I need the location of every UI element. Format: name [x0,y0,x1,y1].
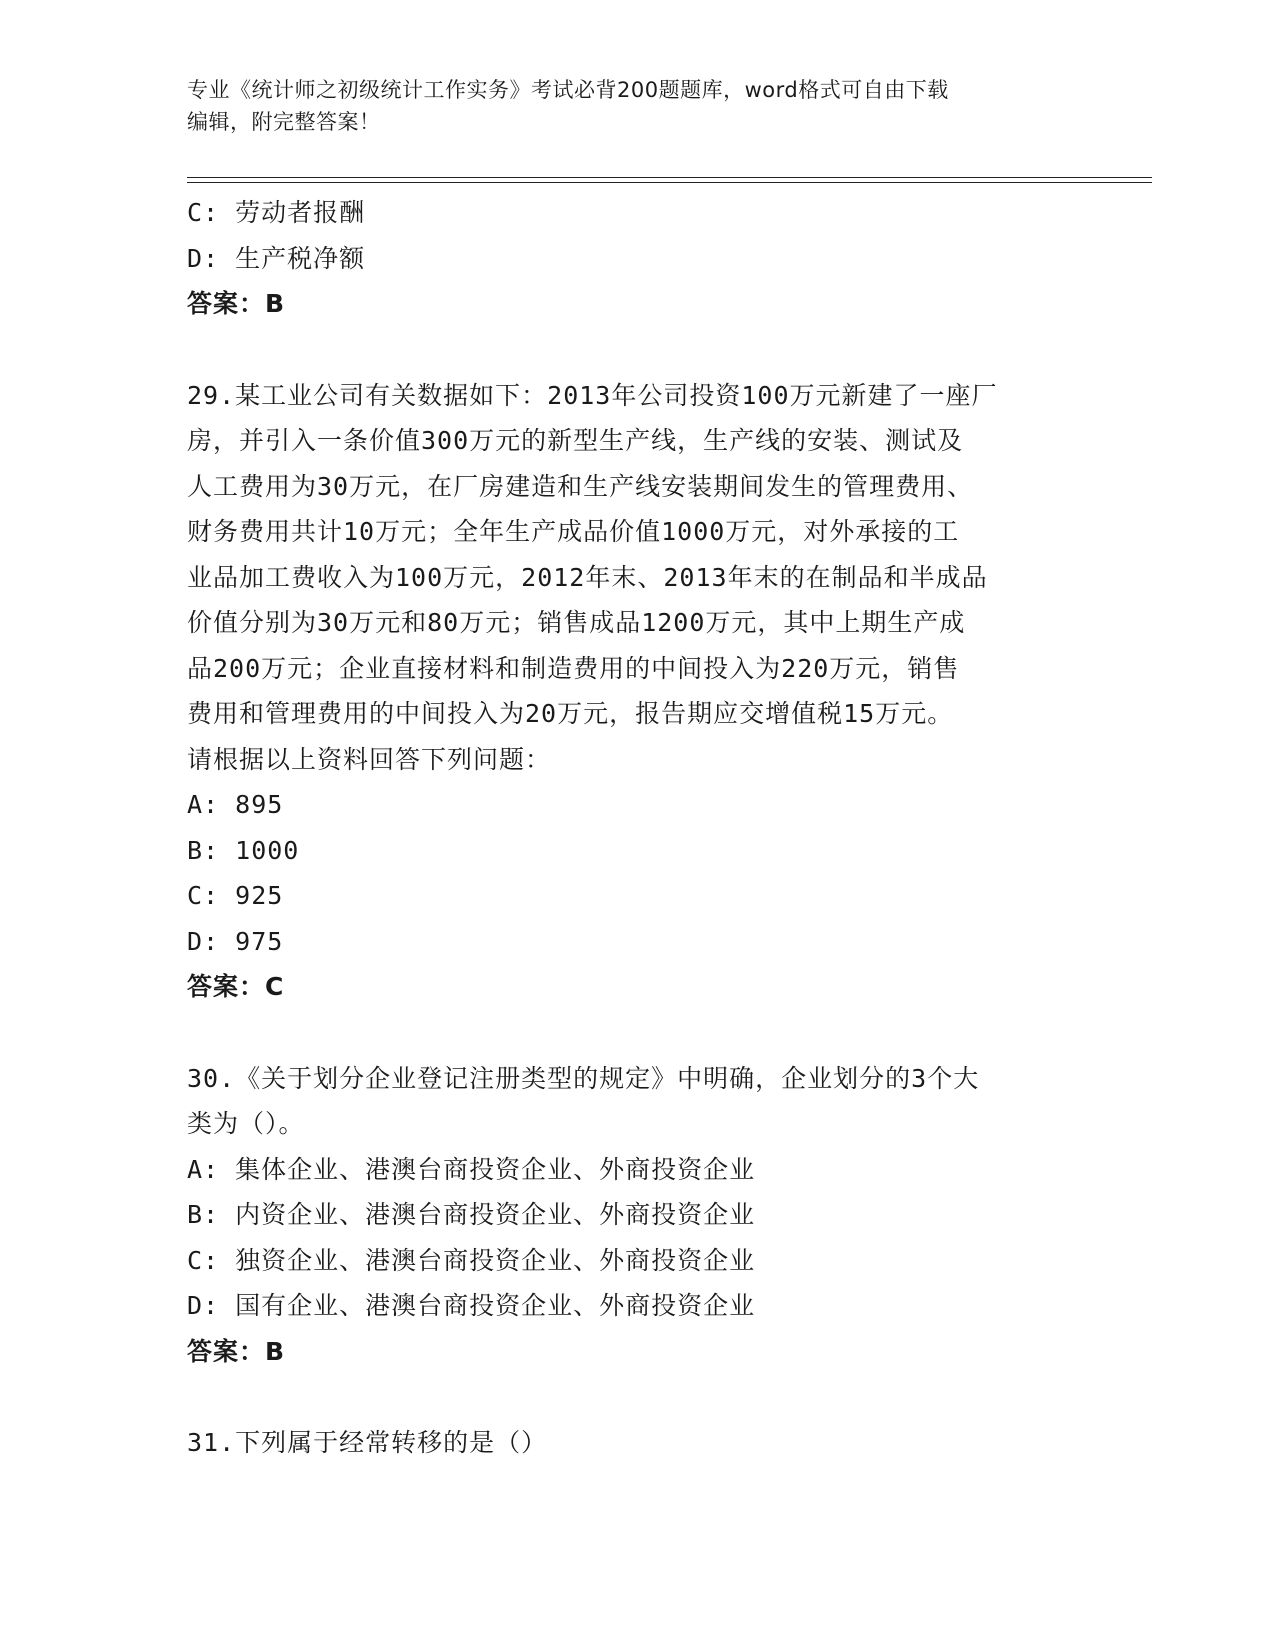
q29-text-line: 29.某工业公司有关数据如下：2013年公司投资100万元新建了一座厂 [187,380,998,410]
q29-text-line: 人工费用为30万元，在厂房建造和生产线安装期间发生的管理费用、 [187,471,974,501]
q29-text-line: 房，并引入一条价值300万元的新型生产线，生产线的安装、测试及 [187,426,964,455]
q28-answer: 答案：B [187,289,286,318]
q28-option-d: D: 生产税净额 [187,243,366,273]
q29-text-line: 品200万元；企业直接材料和制造费用的中间投入为220万元，销售 [187,653,960,683]
header-line-1: 专业《统计师之初级统计工作实务》考试必背200题题库，word格式可自由下载 [187,78,949,102]
header-divider-bottom [187,182,1152,183]
q30-text-line: 30.《关于划分企业登记注册类型的规定》中明确，企业划分的3个大 [187,1063,980,1093]
q30-text-line: 类为（）。 [187,1109,305,1138]
question-30 [187,1056,1087,1375]
q30-option-a: A: 集体企业、港澳台商投资企业、外商投资企业 [187,1154,756,1184]
spacer [187,1374,1087,1420]
q30-option-d: D: 国有企业、港澳台商投资企业、外商投资企业 [187,1291,756,1320]
q30-option-c: C: 独资企业、港澳台商投资企业、外商投资企业 [187,1245,756,1275]
q29-answer: 答案：C [187,972,285,1001]
question-29 [187,373,1087,1010]
document-header [187,74,1087,138]
q29-option-a: A: 895 [187,790,284,819]
q29-text-line: 请根据以上资料回答下列问题： [187,744,552,774]
q29-text-line: 价值分别为30万元和80万元；销售成品1200万元，其中上期生产成 [187,608,966,637]
header-divider-top [187,177,1152,178]
q31-text-line: 31.下列属于经常转移的是（） [187,1428,548,1457]
spacer [187,327,1087,373]
header-line-2: 编辑，附完整答案！ [187,110,381,134]
q30-option-b: B: 内资企业、港澳台商投资企业、外商投资企业 [187,1200,756,1229]
q29-text-line: 业品加工费收入为100万元，2012年末、2013年末的在制品和半成品 [187,562,988,592]
q29-text-line: 费用和管理费用的中间投入为20万元，报告期应交增值税15万元。 [187,699,954,728]
spacer [187,1010,1087,1056]
question-31 [187,1420,1087,1466]
q29-option-d: D: 975 [187,926,284,956]
document-body [187,190,1087,1466]
q29-text-line: 财务费用共计10万元；全年生产成品价值1000万元，对外承接的工 [187,517,960,546]
q29-option-c: C: 925 [187,881,284,910]
q28-option-c: C: 劳动者报酬 [187,198,366,227]
q29-option-b: B: 1000 [187,835,300,865]
q30-answer: 答案：B [187,1336,286,1366]
